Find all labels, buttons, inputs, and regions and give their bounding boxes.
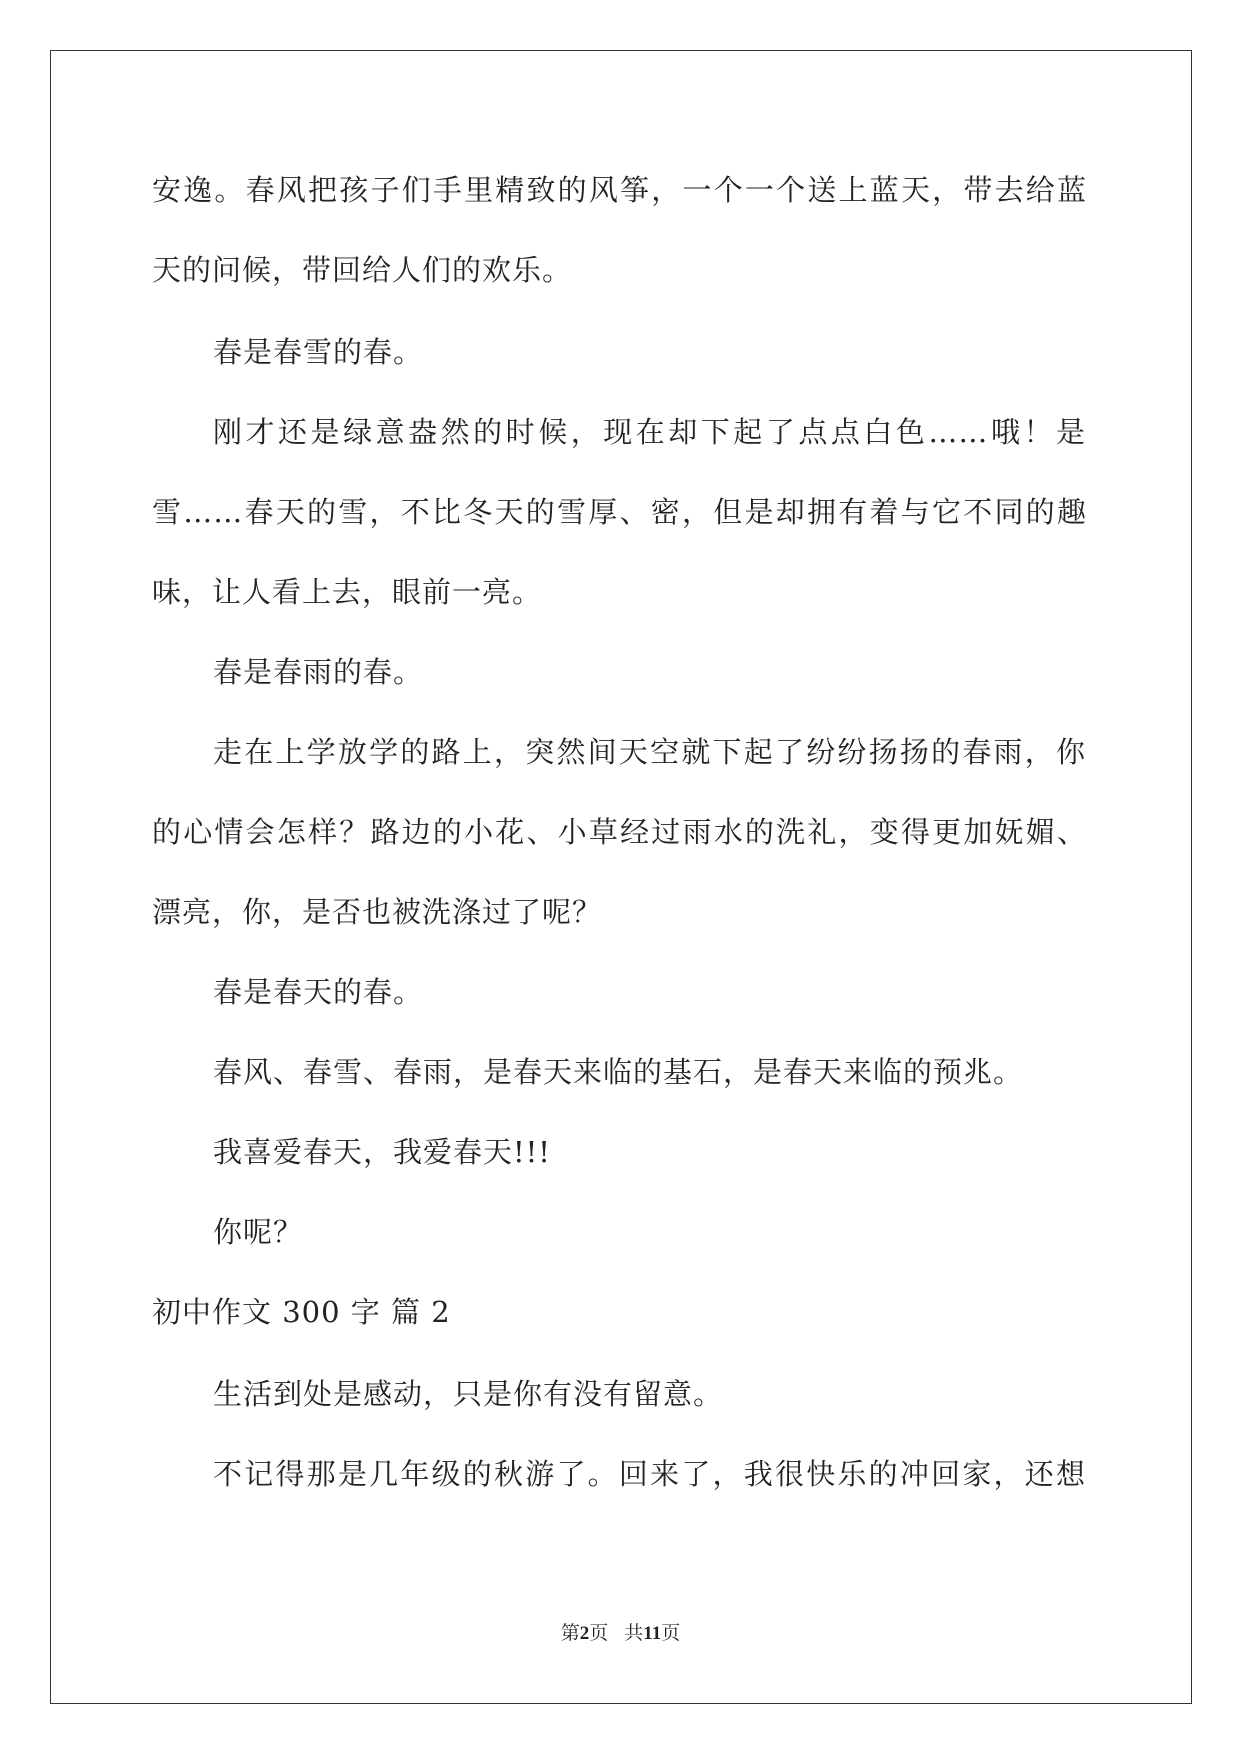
body-line-17: 不记得那是几年级的秋游了。回来了，我很快乐的冲回家，还想 [213, 1457, 1086, 1491]
body-line-4: 刚才还是绿意盎然的时候，现在却下起了点点白色……哦！是 [213, 415, 1086, 449]
body-line-8: 走在上学放学的路上，突然间天空就下起了纷纷扬扬的春雨，你 [213, 735, 1086, 769]
body-line-1: 安逸。春风把孩子们手里精致的风筝，一个一个送上蓝天，带去给蓝 [152, 173, 1087, 207]
footer-page-number: 2 [579, 1623, 590, 1644]
subheading-spring-snow: 春是春雪的春。 [213, 335, 424, 369]
footer-total-number: 11 [643, 1623, 662, 1644]
body-line-12: 春风、春雪、春雨，是春天来临的基石，是春天来临的预兆。 [213, 1055, 1024, 1089]
footer-page-suffix: 页 [589, 1622, 609, 1644]
footer-page-prefix: 第 [560, 1622, 580, 1644]
section-heading-part-2: 初中作文 300 字 篇 2 [152, 1295, 451, 1329]
body-line-6: 味，让人看上去，眼前一亮。 [152, 575, 543, 609]
body-line-5: 雪……春天的雪，不比冬天的雪厚、密，但是却拥有着与它不同的趣 [152, 495, 1087, 529]
body-line-9: 的心情会怎样？路边的小花、小草经过雨水的洗礼，变得更加妩媚、 [152, 815, 1087, 849]
body-line-13: 我喜爱春天，我爱春天!!! [213, 1135, 551, 1169]
page-footer [0, 1618, 1241, 1645]
footer-total-suffix: 页 [661, 1622, 681, 1644]
body-line-16: 生活到处是感动，只是你有没有留意。 [213, 1377, 724, 1411]
body-line-14: 你呢？ [213, 1215, 304, 1249]
subheading-spring-rain: 春是春雨的春。 [213, 655, 424, 689]
body-line-10: 漂亮，你，是否也被洗涤过了呢？ [152, 895, 603, 929]
body-line-2: 天的问候，带回给人们的欢乐。 [152, 253, 573, 287]
footer-total-prefix: 共 [624, 1622, 644, 1644]
subheading-spring-day: 春是春天的春。 [213, 975, 424, 1009]
